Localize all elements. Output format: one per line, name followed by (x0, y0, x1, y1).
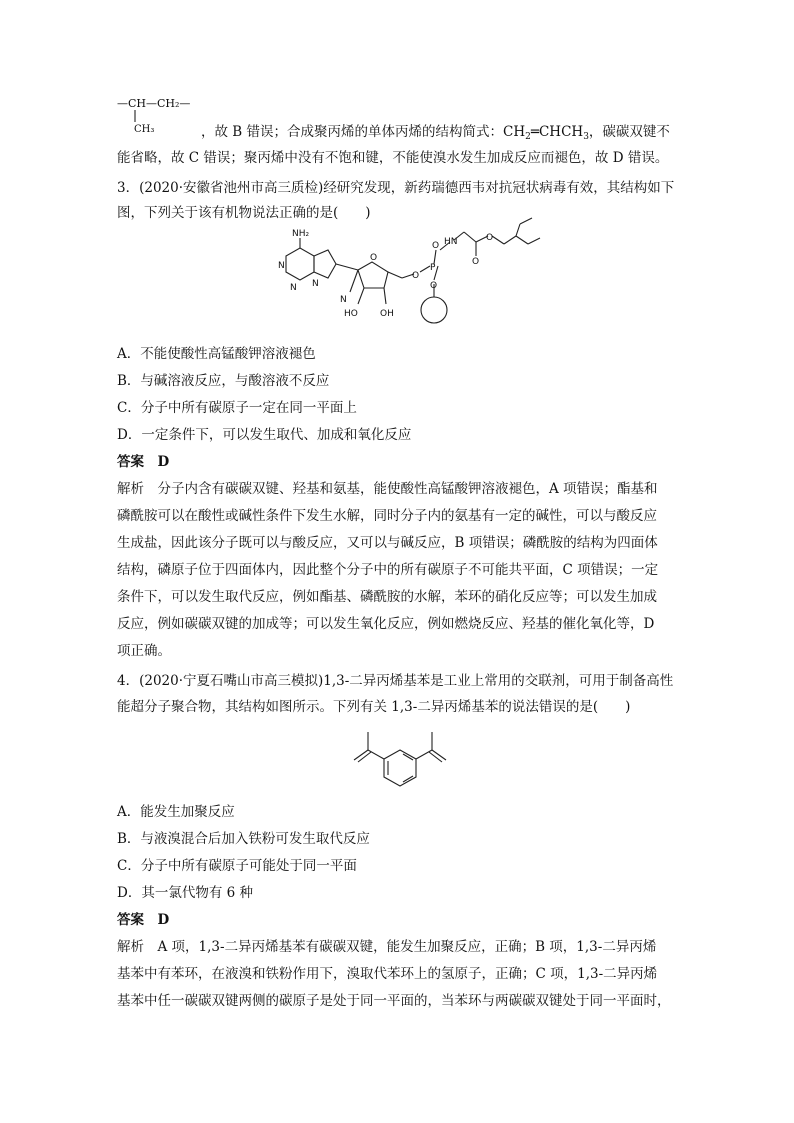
c-nucleoside-bond (336, 264, 358, 270)
q3-option-a: A．不能使酸性高锰酸钾溶液褪色 (117, 346, 316, 362)
nitrile-bond (350, 270, 358, 292)
phenyl-ring (421, 297, 447, 323)
carbonyl-bond (464, 232, 476, 242)
q3-analysis-4: 结构，磷原子位于四面体内，因此整个分子中的所有碳原子不可能共平面，C 项错误；一定 (117, 562, 659, 578)
p-label: P (430, 263, 436, 273)
q3-analysis-5: 条件下，可以发生取代反应，例如酯基、磷酰胺的水解，苯环的硝化反应等；可以发生加成 (117, 589, 657, 605)
q3-analysis-1: 解析 分子内含有碳碳双键、羟基和氨基，能使酸性高锰酸钾溶液褪色，A 项错误；酯基和 (117, 481, 658, 497)
q4-option-c: C．分子中所有碳原子可能处于同一平面 (117, 858, 357, 874)
n1-label: N (278, 261, 285, 271)
pyrrole-ring (314, 250, 336, 278)
q3-option-d: D．一定条件下，可以发生取代、加成和氧化反应 (117, 427, 412, 443)
o5-label: O (486, 233, 494, 243)
q4-analysis-3: 基苯中任一碳碳双键两侧的碳原子是处于同一平面的，当苯环与两碳碳双键处于同一平面时， (117, 993, 671, 1009)
hn-label: HN (444, 237, 458, 247)
o2-label: O (432, 241, 440, 251)
q2-analysis-line1: ，故 B 错误；合成聚丙烯的单体丙烯的结构简式：$CH_2═CHCH_3$，碳碳双键不 (201, 124, 670, 142)
o3-label: O (430, 281, 438, 291)
q3-option-c: C．分子中所有碳原子一定在同一平面上 (117, 400, 357, 416)
ring-o-label: O (370, 253, 378, 263)
polymer-methyl: CH₃ (134, 124, 155, 135)
remdesivir-structure (268, 228, 548, 338)
ethylbutyl-1 (492, 236, 504, 244)
ho-label: HO (344, 309, 358, 319)
triazine-ring (286, 248, 314, 280)
q3-stem-line1: 3．(2020·安徽省池州市高三质检)经研究发现，新药瑞德西韦对抗冠状病毒有效，其结构如下 (117, 180, 675, 196)
q4-stem-line2: 能超分子聚合物，其结构如图所示。下列有关 1,3-二异丙烯基苯的说法错误的是( ) (117, 699, 631, 715)
q4-option-d: D．其一氯代物有 6 种 (117, 885, 253, 901)
q3-stem-line2: 图，下列关于该有机物说法正确的是( ) (117, 205, 371, 221)
benzene-ring (384, 750, 416, 786)
p-bond (420, 266, 430, 272)
q2-analysis-line2: 能省略，故 C 错误；聚丙烯中没有不饱和键，不能使溴水发生加成反应而褪色，故 D 错误。 (117, 150, 669, 166)
q3-analysis-6: 反应，例如碳碳双键的加成等；可以发生氧化反应，例如燃烧反应、羟基的催化氧化等，D (117, 616, 655, 632)
q3-option-b: B．与碱溶液反应，与酸溶液不反应 (117, 373, 330, 389)
nh2-label: NH₂ (292, 229, 310, 239)
p-o-double (434, 250, 436, 264)
o4-label: O (472, 257, 480, 267)
q4-option-b: B．与液溴混合后加入铁粉可发生取代反应 (117, 831, 370, 847)
q3-analysis-2: 磷酰胺可以在酸性或碱性条件下发生水解，同时分子内的氨基有一定的碱性，可以与酸反应 (117, 508, 657, 524)
n2-label: N (290, 283, 297, 293)
ethylbutyl-2 (504, 236, 516, 244)
ethylbutyl-3 (516, 236, 528, 244)
n3-label: N (312, 279, 319, 289)
left-isopropenyl (368, 750, 384, 759)
q4-option-a: A．能发生加聚反应 (117, 804, 235, 820)
ch2-bond (388, 272, 402, 278)
oh-label: OH (380, 309, 394, 319)
q3-analysis-7: 项正确。 (117, 643, 171, 659)
q4-answer: 答案 D (117, 912, 170, 928)
oh-bond (384, 288, 386, 304)
cn-label: N (340, 295, 347, 305)
ribose-ring (358, 262, 388, 288)
q4-stem-line1: 4．(2020·宁夏石嘴山市高三模拟)1,3-二异丙烯基苯是工业上常用的交联剂，可用于制备高性 (117, 673, 674, 689)
right-isopropenyl (416, 750, 432, 759)
q3-answer: 答案 D (117, 454, 170, 470)
o1-label: O (412, 271, 420, 281)
q3-analysis-3: 生成盐，因此该分子既可以与酸反应，又可以与碱反应，B 项错误；磷酰胺的结构为四面体 (117, 535, 658, 551)
ethylbutyl-6 (520, 218, 532, 224)
q4-analysis-2: 基苯中有苯环，在液溴和铁粉作用下，溴取代苯环上的氢原子，正确；C 项，1,3-二异丙烯 (117, 966, 658, 982)
diisopropenylbenzene-structure (350, 728, 450, 798)
ho-bond (358, 288, 364, 304)
ethylbutyl-4 (528, 238, 540, 244)
q4-analysis-1: 解析 A 项，1,3-二异丙烯基苯有碳碳双键，能发生加聚反应，正确；B 项，1,3-二异丙烯 (117, 939, 657, 955)
polymer-chain: —CH—CH₂— (117, 97, 191, 110)
ethylbutyl-5 (516, 224, 520, 236)
